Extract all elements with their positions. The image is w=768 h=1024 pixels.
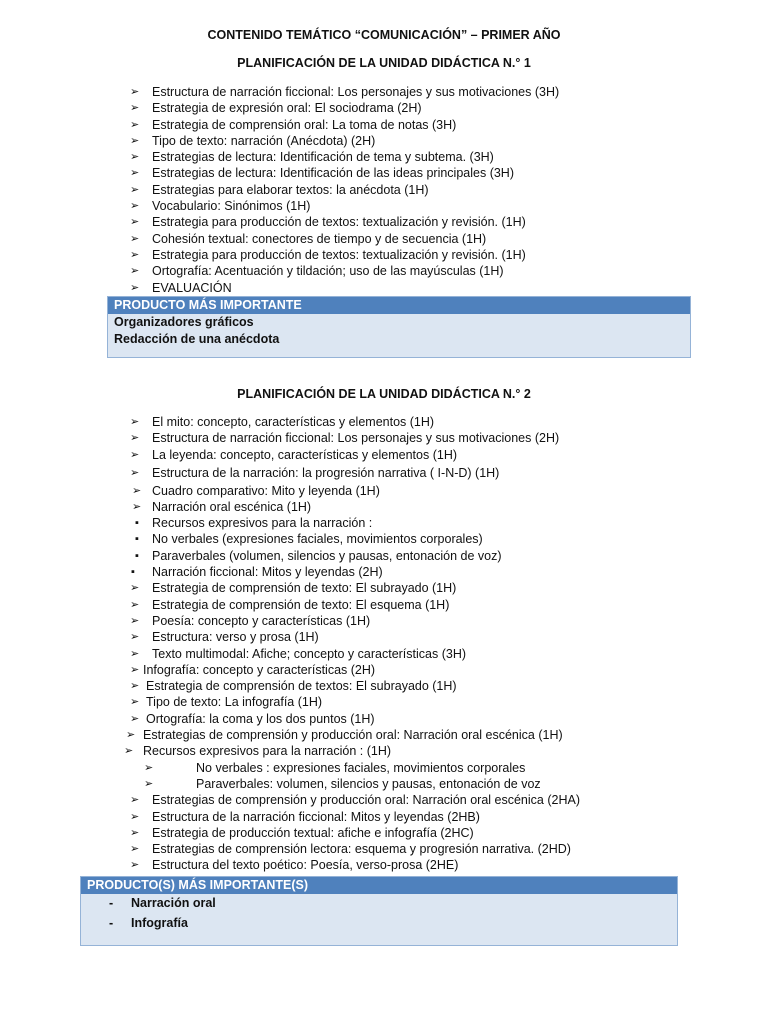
unit2-title: PLANIFICACIÓN DE LA UNIDAD DIDÁCTICA N.° 2 bbox=[237, 387, 531, 401]
unit1-item-text: Estrategia de comprensión oral: La toma de notas (3H) bbox=[152, 117, 457, 132]
arrow-bullet-icon: ➢ bbox=[130, 794, 140, 807]
dash-marker: - bbox=[109, 915, 114, 930]
unit1-item-text: Estrategia para producción de textos: textualización y revisión. (1H) bbox=[152, 247, 526, 262]
arrow-bullet-icon: ➢ bbox=[130, 200, 140, 213]
arrow-bullet-icon: ➢ bbox=[130, 151, 140, 164]
unit2-item-text: Infografía: concepto y características (2H) bbox=[143, 662, 376, 677]
square-bullet-icon: ▪ bbox=[131, 566, 135, 579]
unit1-item-text: Cohesión textual: conectores de tiempo y de secuencia (1H) bbox=[152, 231, 487, 246]
unit2-product-2-text: Infografía bbox=[131, 915, 188, 930]
unit2-item-text: Recursos expresivos para la narración : (1H) bbox=[143, 744, 392, 759]
unit2-item-text: Estrategia de producción textual: afiche e infografía (2HC) bbox=[152, 825, 474, 840]
unit2-item-text: Paraverbales (volumen, silencios y pausas, entonación de voz) bbox=[152, 548, 502, 563]
unit2-item-text: Estructura de narración ficcional: Los personajes y sus motivaciones (2H) bbox=[152, 431, 560, 446]
unit2-item-text: No verbales (expresiones faciales, movimientos corporales) bbox=[152, 532, 483, 547]
arrow-bullet-icon: ➢ bbox=[130, 582, 140, 595]
arrow-bullet-icon: ➢ bbox=[130, 712, 140, 725]
unit2-item-text: Narración oral escénica (1H) bbox=[152, 499, 312, 514]
unit2-item-text: Estrategias de comprensión lectora: esquema y progresión narrativa. (2HD) bbox=[152, 842, 571, 857]
unit2-item-text: Tipo de texto: La infografía (1H) bbox=[146, 695, 323, 710]
arrow-bullet-icon: ➢ bbox=[130, 466, 140, 479]
unit2-product-1-text: Narración oral bbox=[131, 896, 216, 910]
arrow-bullet-icon: ➢ bbox=[130, 86, 140, 98]
arrow-bullet-icon: ➢ bbox=[130, 232, 140, 245]
arrow-bullet-icon: ➢ bbox=[130, 248, 140, 261]
arrow-bullet-icon: ➢ bbox=[130, 810, 140, 823]
unit2-product-1 bbox=[81, 895, 677, 912]
arrow-bullet-icon: ➢ bbox=[130, 826, 140, 839]
unit2-item-text: Texto multimodal: Afiche; concepto y características (3H) bbox=[152, 646, 467, 661]
unit2-item-text: Estrategia de comprensión de textos: El subrayado (1H) bbox=[146, 679, 457, 694]
unit1-product-box bbox=[107, 296, 691, 358]
arrow-bullet-icon: ➢ bbox=[130, 598, 140, 611]
unit2-item-text: Poesía: concepto y características (1H) bbox=[152, 613, 371, 628]
unit2-item-text: El mito: concepto, características y elementos (1H) bbox=[152, 415, 435, 429]
square-bullet-icon: ▪ bbox=[135, 533, 139, 546]
arrow-bullet-icon: ➢ bbox=[144, 777, 154, 790]
unit2-item-text: Recursos expresivos para la narración : bbox=[152, 516, 373, 531]
arrow-bullet-icon: ➢ bbox=[132, 500, 142, 513]
square-bullet-icon: ▪ bbox=[135, 517, 139, 530]
unit1-item-text: Estrategias de lectura: Identificación de tema y subtema. (3H) bbox=[152, 150, 494, 165]
arrow-bullet-icon: ➢ bbox=[130, 859, 140, 872]
arrow-bullet-icon: ➢ bbox=[130, 448, 140, 461]
arrow-bullet-icon: ➢ bbox=[130, 663, 140, 676]
unit2-item-text: Estrategias de comprensión y producción oral: Narración oral escénica (1H) bbox=[143, 728, 563, 743]
arrow-bullet-icon: ➢ bbox=[130, 216, 140, 229]
unit2-item-text: No verbales : expresiones faciales, movimientos corporales bbox=[196, 760, 526, 775]
unit2-product-box bbox=[80, 876, 678, 946]
unit1-item-text: Ortografía: Acentuación y tildación; uso de las mayúsculas (1H) bbox=[152, 264, 504, 279]
unit2-item-text: Ortografía: la coma y los dos puntos (1H) bbox=[146, 711, 375, 726]
unit1-item-text: Estrategia para producción de textos: textualización y revisión. (1H) bbox=[152, 215, 526, 230]
arrow-bullet-icon: ➢ bbox=[130, 265, 140, 278]
unit2-item-text: Estrategias de comprensión y producción oral: Narración oral escénica (2HA) bbox=[152, 793, 580, 808]
unit1-item-text: Estructura de narración ficcional: Los personajes y sus motivaciones (3H) bbox=[152, 85, 560, 99]
unit1-item-text: EVALUACIÓN bbox=[152, 280, 232, 295]
unit1-item-text: Estrategias para elaborar textos: la anécdota (1H) bbox=[152, 182, 429, 197]
arrow-bullet-icon: ➢ bbox=[132, 484, 142, 497]
arrow-bullet-icon: ➢ bbox=[130, 281, 140, 294]
arrow-bullet-icon: ➢ bbox=[144, 761, 154, 774]
unit2-product-2 bbox=[81, 915, 677, 932]
unit2-product-header: PRODUCTO(S) MÁS IMPORTANTE(S) bbox=[81, 877, 677, 894]
unit2-item-text: Paraverbales: volumen, silencios y pausas, entonación de voz bbox=[196, 776, 541, 791]
unit1-product-2: Redacción de una anécdota bbox=[114, 331, 280, 346]
arrow-bullet-icon: ➢ bbox=[130, 102, 140, 115]
arrow-bullet-icon: ➢ bbox=[130, 647, 140, 660]
unit1-product-1: Organizadores gráficos bbox=[114, 315, 254, 329]
unit1-item-text: Estrategias de lectura: Identificación de las ideas principales (3H) bbox=[152, 166, 514, 181]
arrow-bullet-icon: ➢ bbox=[130, 118, 140, 131]
square-bullet-icon: ▪ bbox=[135, 549, 139, 562]
arrow-bullet-icon: ➢ bbox=[126, 729, 136, 742]
arrow-bullet-icon: ➢ bbox=[130, 614, 140, 627]
unit1-item-text: Tipo de texto: narración (Anécdota) (2H) bbox=[152, 133, 376, 148]
arrow-bullet-icon: ➢ bbox=[130, 167, 140, 180]
unit1-title: PLANIFICACIÓN DE LA UNIDAD DIDÁCTICA N.° 1 bbox=[237, 56, 531, 70]
unit1-product-header: PRODUCTO MÁS IMPORTANTE bbox=[108, 297, 690, 314]
unit2-item-text: Estrategia de comprensión de texto: El esquema (1H) bbox=[152, 597, 450, 612]
arrow-bullet-icon: ➢ bbox=[130, 680, 140, 693]
unit2-item-text: Cuadro comparativo: Mito y leyenda (1H) bbox=[152, 483, 380, 498]
arrow-bullet-icon: ➢ bbox=[130, 416, 140, 428]
unit2-item-text: Estructura: verso y prosa (1H) bbox=[152, 630, 319, 645]
arrow-bullet-icon: ➢ bbox=[130, 134, 140, 147]
arrow-bullet-icon: ➢ bbox=[124, 745, 134, 758]
unit1-item-text: Vocabulario: Sinónimos (1H) bbox=[152, 199, 311, 214]
dash-marker: - bbox=[109, 896, 114, 910]
unit2-item-text: Estrategia de comprensión de texto: El subrayado (1H) bbox=[152, 581, 457, 596]
arrow-bullet-icon: ➢ bbox=[130, 843, 140, 856]
arrow-bullet-icon: ➢ bbox=[130, 696, 140, 709]
unit2-item-text: Estructura de la narración: la progresión narrativa ( I-N-D) (1H) bbox=[152, 465, 500, 480]
arrow-bullet-icon: ➢ bbox=[130, 183, 140, 196]
doc-title: CONTENIDO TEMÁTICO “COMUNICACIÓN” – PRIMER AÑO bbox=[207, 28, 561, 42]
unit1-item-text: Estrategia de expresión oral: El sociodrama (2H) bbox=[152, 101, 422, 116]
unit2-item-text: La leyenda: concepto, características y elementos (1H) bbox=[152, 447, 458, 462]
arrow-bullet-icon: ➢ bbox=[130, 631, 140, 644]
unit2-item-text: Narración ficcional: Mitos y leyendas (2H) bbox=[152, 565, 383, 580]
unit2-item-text: Estructura de la narración ficcional: Mitos y leyendas (2HB) bbox=[152, 809, 480, 824]
arrow-bullet-icon: ➢ bbox=[130, 432, 140, 445]
unit2-item-text: Estructura del texto poético: Poesía, verso-prosa (2HE) bbox=[152, 858, 459, 873]
